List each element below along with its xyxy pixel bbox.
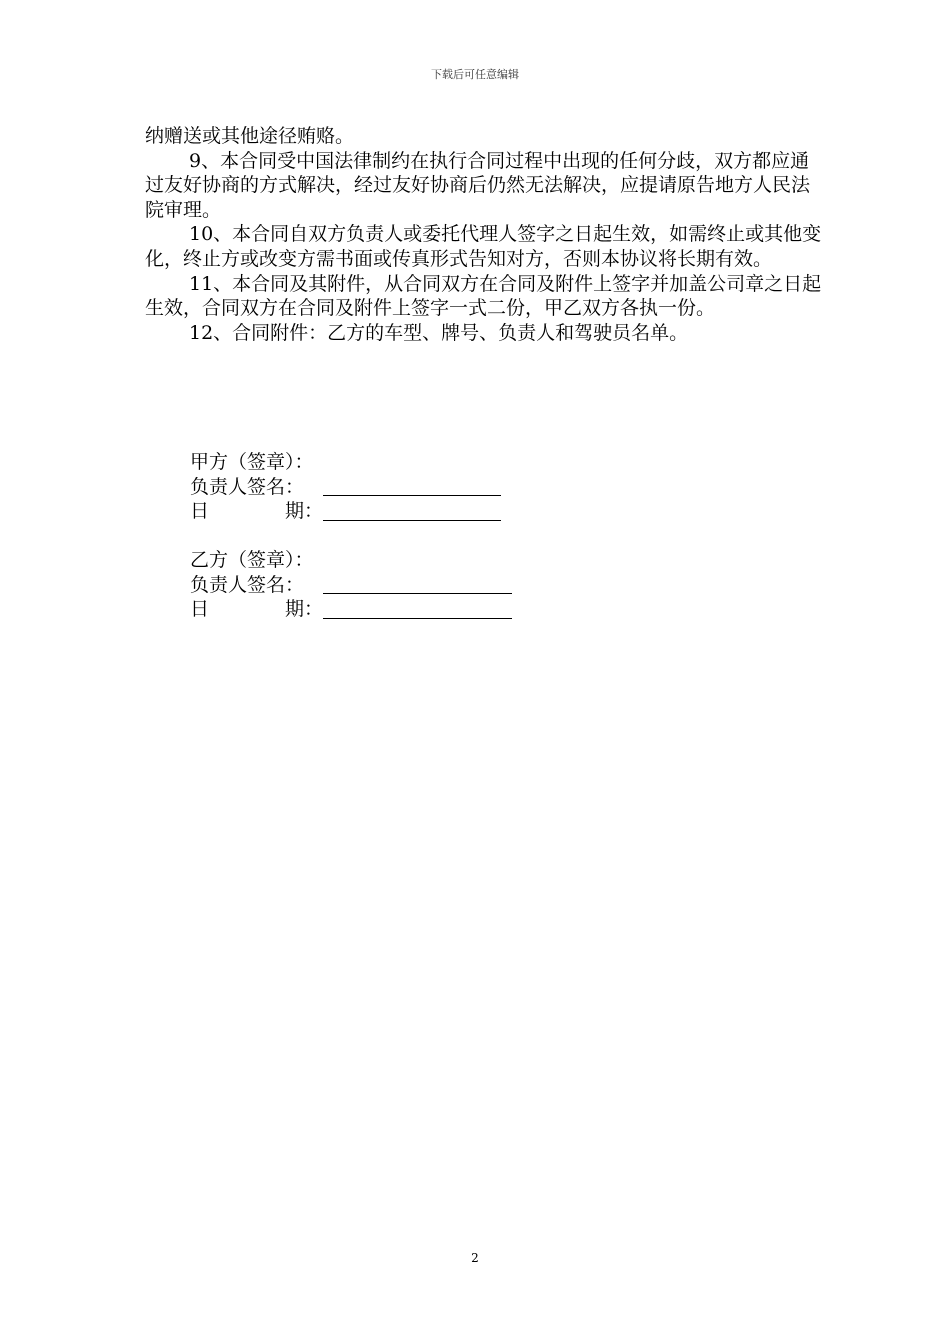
paragraph-continuation: 纳赠送或其他途径贿赂。 <box>145 125 355 147</box>
party-b-date-label-day: 日 <box>190 598 210 621</box>
party-a-signer-row <box>190 475 501 500</box>
clause-10: 10、本合同自双方负责人或委托代理人签字之日起生效，如需终止或其他变化，终止方或改变方需书面或传真形式告知对方，否则本协议将长期有效。 <box>145 223 822 270</box>
party-b-signer-line[interactable] <box>323 573 512 594</box>
party-a-date-line[interactable] <box>323 500 501 521</box>
party-b-date-label-period: 期： <box>284 598 323 621</box>
party-a-title: 甲方（签章）： <box>190 451 314 473</box>
party-a-signer-label: 负责人签名： <box>190 475 305 498</box>
party-b-signer-label: 负责人签名： <box>190 573 305 596</box>
party-b-date-line[interactable] <box>323 598 512 619</box>
party-b-title: 乙方（签章）： <box>190 549 314 571</box>
party-a-date-row <box>190 499 501 524</box>
page-number: 2 <box>471 1251 479 1265</box>
party-b-date-label <box>190 597 323 622</box>
party-a-date-label-day: 日 <box>190 500 210 523</box>
party-a-signature-block <box>190 450 501 524</box>
party-a-date-label <box>190 499 323 524</box>
clause-12: 12、合同附件：乙方的车型、牌号、负责人和驾驶员名单。 <box>189 321 689 344</box>
party-b-signature-block <box>190 548 512 622</box>
party-a-title-row <box>190 450 501 475</box>
party-b-signer-row <box>190 573 512 598</box>
party-b-date-row <box>190 597 512 622</box>
page-header: 下载后可任意编辑 <box>431 68 519 81</box>
contract-body <box>145 124 825 345</box>
party-a-signer-line[interactable] <box>323 475 501 496</box>
party-b-title-row <box>190 548 512 573</box>
clause-9: 9、本合同受中国法律制约在执行合同过程中出现的任何分歧，双方都应通过友好协商的方式解决，经过友好协商后仍然无法解决，应提请原告地方人民法院审理。 <box>145 149 811 221</box>
clause-11: 11、本合同及其附件，从合同双方在合同及附件上签字并加盖公司章之日起生效，合同双方在合同及附件上签字一式二份，甲乙双方各执一份。 <box>145 272 822 320</box>
party-a-date-label-period: 期： <box>284 500 323 523</box>
